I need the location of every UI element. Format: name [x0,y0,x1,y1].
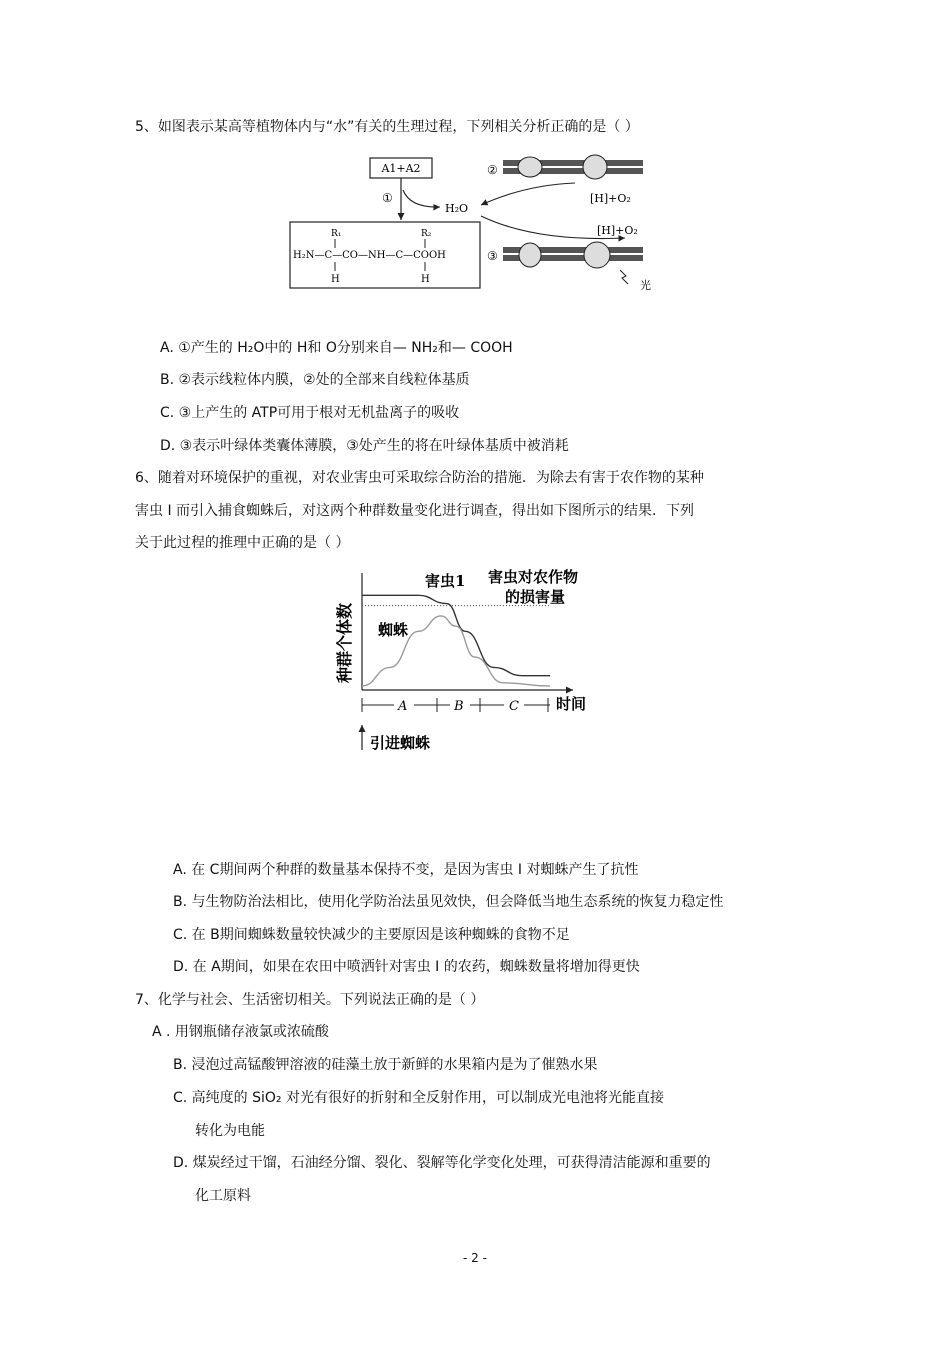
h-o2-bottom: [H]+O₂ [597,224,638,237]
h-bottom-2: H [421,274,430,285]
x-axis-label: 时间 [556,695,587,713]
population-chart [330,565,600,755]
damage-label-1: 害虫对农作物 [488,568,579,586]
marker-1: ① [382,191,393,205]
a1a2-label: A1+A2 [381,162,421,175]
membrane-bottom [503,242,643,284]
q7-option-d-line1: D. 煤炭经过干馏，石油经分馏、裂化、裂解等化学变化处理，可获得清洁能源和重要的 [173,1155,711,1171]
period-c: C [509,699,519,714]
marker-3: ③ [487,249,498,263]
q6-stem-line1: 6、随着对环境保护的重视，对农业害虫可采取综合防治的措施．为除去有害于农作物的某种 [135,470,704,486]
q5-diagram [285,150,665,295]
q7-option-d-line2: 化工原料 [195,1188,251,1204]
spider-label: 蜘蛛 [378,621,409,639]
q7-stem: 7、化学与社会、生活密切相关。下列说法正确的是（ ） [135,992,485,1008]
q5-option-c: C. ③上产生的 ATP可用于根对无机盐离子的吸收 [160,405,460,421]
q5-option-d: D. ③表示叶绿体类囊体薄膜，③处产生的将在叶绿体基质中被消耗 [160,438,569,454]
q5-option-a: A. ①产生的 H₂O中的 H和 O分别来自— NH₂和— COOH [160,340,513,356]
q6-option-c: C. 在 B期间蜘蛛数量较快减少的主要原因是该种蜘蛛的食物不足 [173,927,570,943]
q6-stem-line2: 害虫 Ⅰ 而引入捕食蜘蛛后，对这两个种群数量变化进行调查，得出如下图所示的结果．下列 [135,503,695,519]
q5-option-b: B. ②表示线粒体内膜，②处的全部来自线粒体基质 [160,372,470,388]
damage-label-2: 的损害量 [505,588,566,606]
q5-stem: 5、如图表示某高等植物体内与“水”有关的生理过程，下列相关分析正确的是（ ） [135,119,639,135]
q6-stem-line3: 关于此过程的推理中正确的是（ ） [135,535,350,551]
period-a: A [398,699,408,714]
q7-option-c-line1: C. 高纯度的 SiO₂ 对光有很好的折射和全反射作用，可以制成光电池将光能直接 [173,1090,664,1106]
q7-option-c-line2: 转化为电能 [195,1123,265,1139]
page-number: - 2 - [463,1251,487,1265]
y-axis-label: 种群个体数 [335,602,354,683]
water-label: H₂O [445,202,469,215]
marker-2: ② [487,163,498,177]
q6-option-b: B. 与生物防治法相比，使用化学防治法虽见效快，但会降低当地生态系统的恢复力稳定性 [173,894,724,910]
membrane-top [503,155,643,179]
q7-option-b: B. 浸泡过高锰酸钾溶液的硅藻土放于新鲜的水果箱内是为了催熟水果 [173,1057,598,1073]
pest-label: 害虫1 [425,572,466,590]
r1-label: R₁ [331,229,342,239]
r2-label: R₂ [421,229,432,239]
q6-option-d: D. 在 A期间，如果在农田中喷洒针对害虫 Ⅰ 的农药，蜘蛛数量将增加得更快 [173,959,640,975]
light-label: 光 [640,279,651,292]
peptide-formula: H₂N—C—CO—NH—C—COOH [293,250,446,261]
h-o2-top: [H]+O₂ [590,192,631,205]
q7-option-a: A . 用钢瓶储存液氯或浓硫酸 [152,1024,329,1040]
period-b: B [454,699,464,714]
h-bottom-1: H [331,274,340,285]
q6-option-a: A. 在 C期间两个种群的数量基本保持不变，是因为害虫 Ⅰ 对蜘蛛产生了抗性 [173,862,639,878]
introduce-spider-label: 引进蜘蛛 [370,734,431,752]
